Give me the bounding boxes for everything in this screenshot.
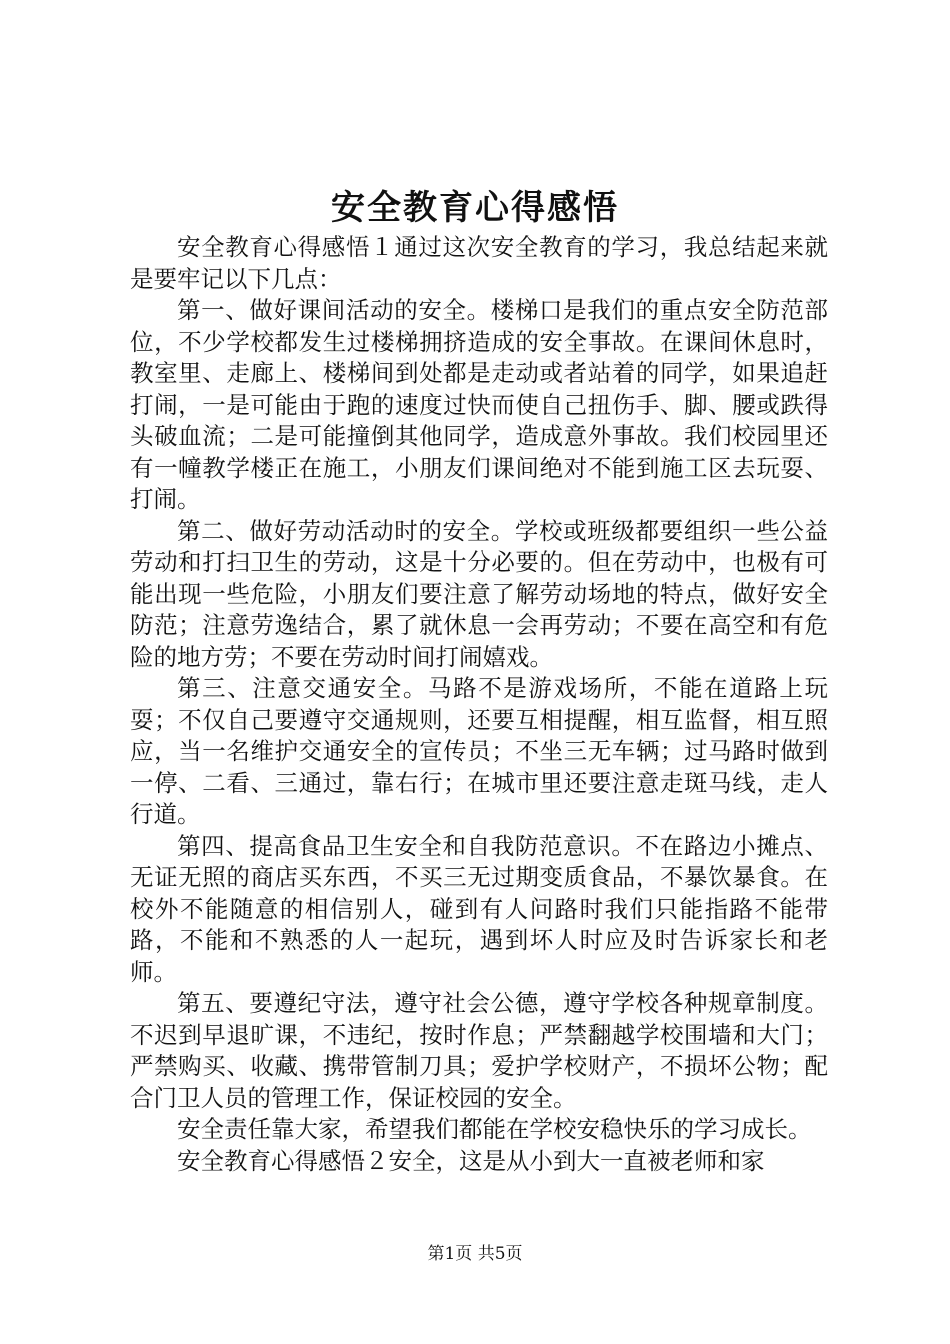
document-title: 安全教育心得感悟 <box>331 188 619 228</box>
paragraph-point-4: 第四、提高食品卫生安全和自我防范意识。不在路边小摊点、无证无照的商店买东西，不买三无过期变质食品，不暴饮暴食。在校外不能随意的相信别人，碰到有人问路时我们只能指路不能带路，不能和不熟悉的人一起玩，遇到坏人时应及时告诉家长和老师。 <box>130 831 828 986</box>
paragraph-conclusion: 安全责任靠大家，希望我们都能在学校安稳快乐的学习成长。 <box>177 1115 812 1143</box>
page-footer: 第1页 共5页 <box>427 1244 523 1264</box>
paragraph-point-2: 第二、做好劳动活动时的安全。学校或班级都要组织一些公益劳动和打扫卫生的劳动，这是十分必要的。但在劳动中，也极有可能出现一些危险，小朋友们要注意了解劳动场地的特点，做好安全防范；注意劳逸结合，累了就休息一会再劳动；不要在高空和有危险的地方劳；不要在劳动时间打闹嬉戏。 <box>130 516 828 671</box>
paragraph-essay-2-start: 安全教育心得感悟２安全，这是从小到大一直被老师和家 <box>177 1146 765 1175</box>
paragraph-point-1: 第一、做好课间活动的安全。楼梯口是我们的重点安全防范部位，不少学校都发生过楼梯拥挤造成的安全事故。在课间休息时，教室里、走廊上、楼梯间到处都是走动或者站着的同学，如果追赶打闹，一是可能由于跑的速度过快而使自己扭伤手、脚、腰或跌得头破血流；二是可能撞倒其他同学，造成意外事故。我们校园里还有一幢教学楼正在施工，小朋友们课间绝对不能到施工区去玩耍、打闹。 <box>130 296 828 513</box>
paragraph-point-3: 第三、注意交通安全。马路不是游戏场所，不能在道路上玩耍；不仅自己要遵守交通规则，还要互相提醒，相互监督，相互照应，当一名维护交通安全的宣传员；不坐三无车辆；过马路时做到一停、二看、三通过，靠右行；在城市里还要注意走斑马线，走人行道。 <box>130 674 828 828</box>
document-body <box>130 232 828 1177</box>
paragraph-point-5: 第五、要遵纪守法，遵守社会公德，遵守学校各种规章制度。不迟到早退旷课，不违纪，按时作息；严禁翻越学校围墙和大门；严禁购买、收藏、携带管制刀具；爱护学校财产，不损坏公物；配合门卫人员的管理工作，保证校园的安全。 <box>130 989 828 1112</box>
paragraph-intro: 安全教育心得感悟１通过这次安全教育的学习，我总结起来就是要牢记以下几点： <box>130 233 828 293</box>
